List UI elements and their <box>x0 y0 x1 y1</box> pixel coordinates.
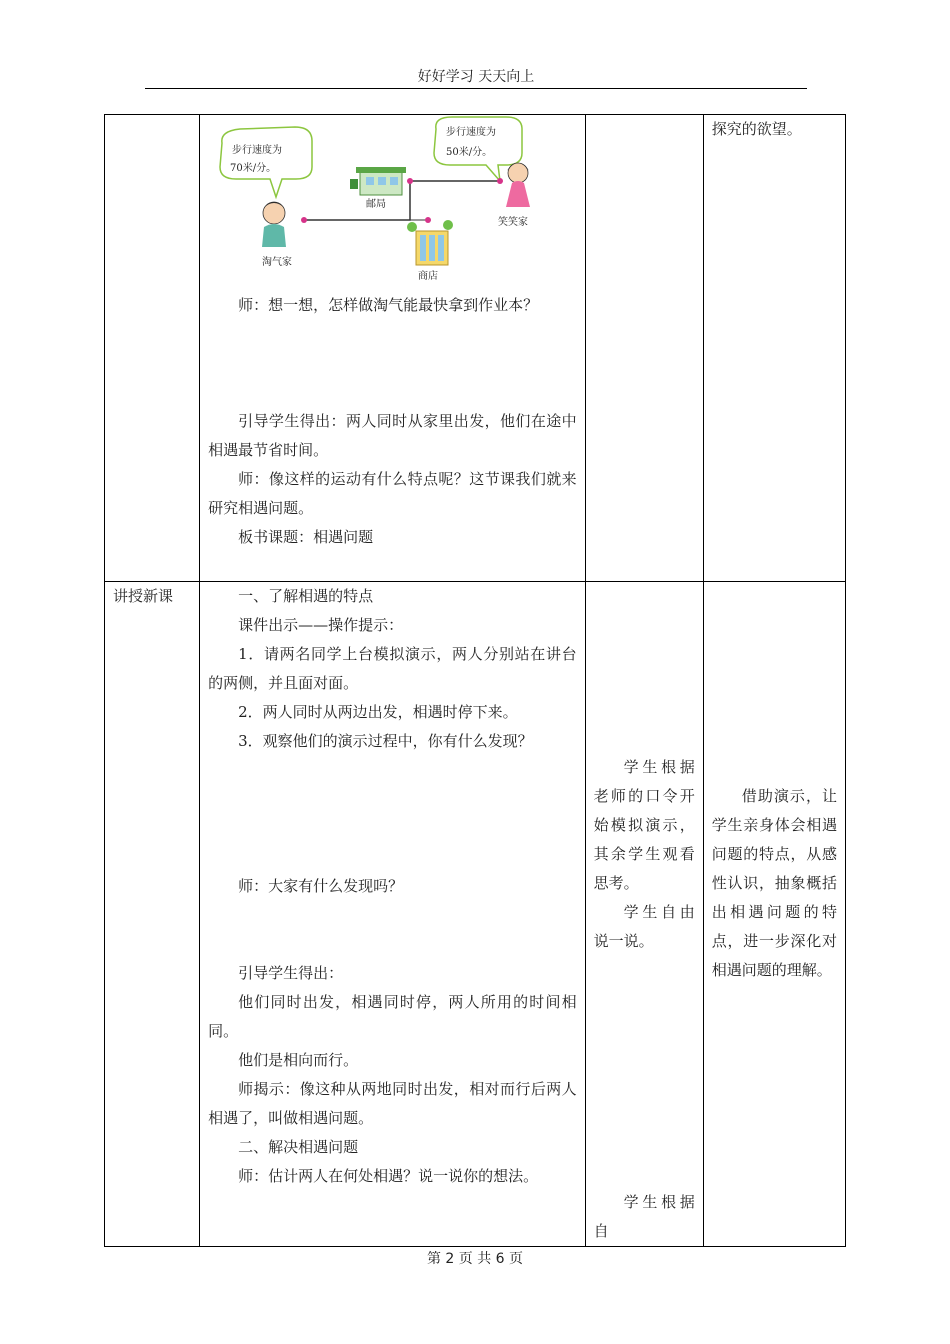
table-row-intro <box>105 115 846 582</box>
speech-bubble-left <box>220 127 312 197</box>
student-activity-cell <box>585 115 703 582</box>
bubble-right-line2: 50米/分。 <box>446 147 493 158</box>
courseware-prompt: 课件出示——操作提示： <box>238 616 404 634</box>
teacher-question: 师：想一想，怎样做淘气能最快拿到作业本？ <box>238 296 539 314</box>
teacher-activity-cell <box>200 582 586 1247</box>
design-intent-text: 探究的欲望。 <box>711 120 802 138</box>
section-heading-2: 二、解决相遇问题 <box>238 1138 359 1156</box>
post-office-icon <box>350 167 406 195</box>
bubble-right-line1: 步行速度为 <box>446 127 497 138</box>
route-illustration <box>200 115 585 285</box>
stage-cell <box>105 582 200 1247</box>
design-intent-cell <box>703 582 845 1247</box>
route-map-svg <box>200 115 585 285</box>
design-intent-text: 借助演示，让学生亲身体会相遇问题的特点，从感性认识，抽象概括出相遇问题的特点，进一步深化对相遇问题的理解。 <box>711 787 837 979</box>
teacher-question: 师：大家有什么发现吗？ <box>238 877 404 895</box>
bubble-left-line1: 步行速度为 <box>232 145 283 156</box>
page-header: 好好学习 天天向上 <box>417 69 535 85</box>
design-intent-cell <box>703 115 845 582</box>
stage-label: 讲授新课 <box>113 587 174 605</box>
label-taoqi-home: 淘气家 <box>262 257 293 268</box>
guide-conclusion: 引导学生得出：两人同时从家里出发，他们在途中相遇最节省时间。 <box>208 412 577 459</box>
store-icon <box>407 220 453 265</box>
step-1: 1．请两名同学上台模拟演示，两人分别站在讲台的两侧，并且面对面。 <box>208 645 577 692</box>
stage-cell <box>105 115 200 582</box>
label-post-office: 邮局 <box>366 199 387 210</box>
finding-1: 他们同时出发，相遇同时停，两人所用的时间相同。 <box>208 993 577 1040</box>
teacher-reveal: 师揭示：像这种从两地同时出发，相对而行后两人相遇了，叫做相遇问题。 <box>208 1080 577 1127</box>
board-title: 板书课题：相遇问题 <box>238 528 374 546</box>
page-footer: 第 2 页 共 6 页 <box>426 1251 524 1267</box>
label-xiaoxiao-home: 笑笑家 <box>498 217 529 228</box>
step-2: 2．两人同时从两边出发，相遇时停下来。 <box>238 703 518 721</box>
section-heading-1: 一、了解相遇的特点 <box>238 587 374 605</box>
table-row-new-lesson <box>105 582 846 1247</box>
finding-2: 他们是相向而行。 <box>238 1051 359 1069</box>
student-activity-1: 学生根据老师的口令开始模拟演示，其余学生观看思考。 <box>593 758 695 892</box>
post-office-dot <box>407 178 413 184</box>
header-rule <box>145 88 807 89</box>
taoqi-home-dot <box>301 217 307 223</box>
girl-figure-icon <box>506 163 530 207</box>
teacher-estimate: 师：估计两人在何处相遇？说一说你的想法。 <box>238 1167 539 1185</box>
bubble-left-line2: 70米/分。 <box>230 163 277 174</box>
lesson-table <box>104 114 846 1247</box>
xiaoxiao-home-dot <box>497 178 503 184</box>
student-activity-2: 学生自由说一说。 <box>593 903 695 950</box>
step-3: 3．观察他们的演示过程中，你有什么发现？ <box>238 732 533 750</box>
student-activity-cell <box>585 582 703 1247</box>
guide-intro: 引导学生得出： <box>238 964 344 982</box>
boy-figure-icon <box>262 202 286 247</box>
teacher-question-2: 师：像这样的运动有什么特点呢？这节课我们就来研究相遇问题。 <box>208 470 577 517</box>
label-store: 商店 <box>418 271 439 282</box>
student-activity-3: 学生根据自 <box>593 1193 695 1240</box>
teacher-activity-cell <box>200 115 586 582</box>
store-dot <box>425 217 431 223</box>
